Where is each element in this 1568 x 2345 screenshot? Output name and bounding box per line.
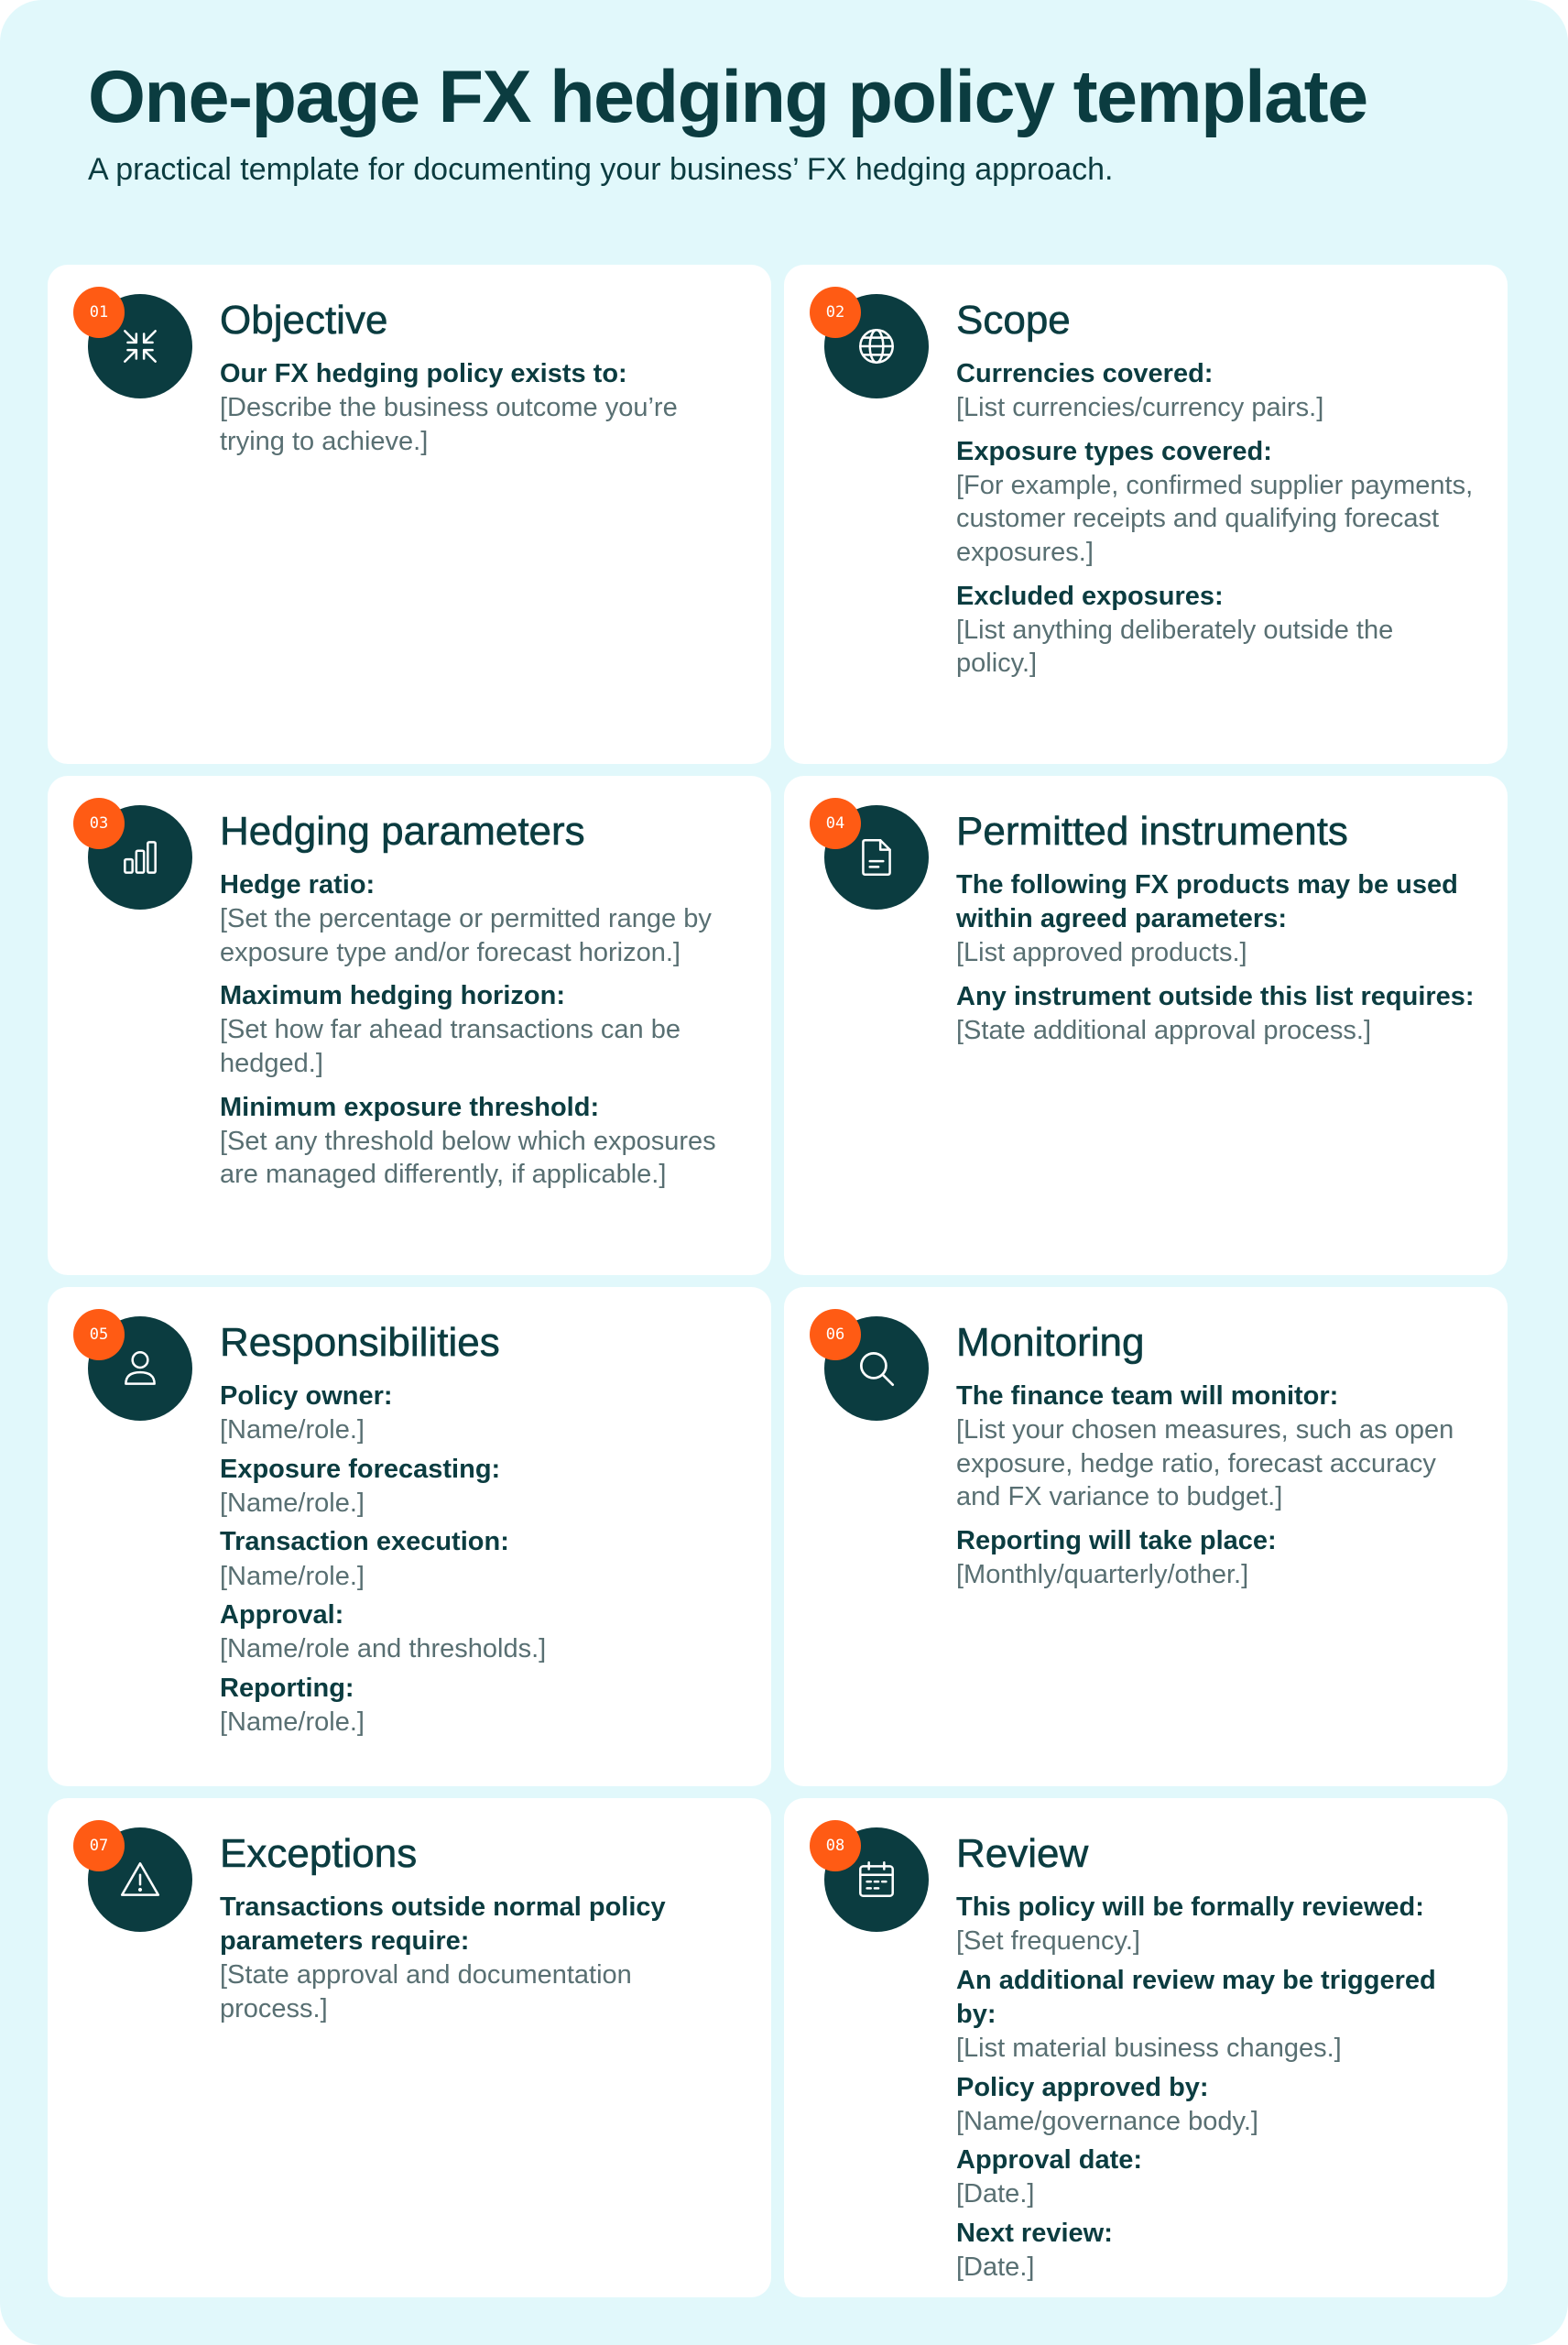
field-placeholder: [List currencies/currency pairs.] — [956, 393, 1324, 423]
field-label: Any instrument outside this list requires: — [956, 981, 1475, 1011]
field-placeholder: [List approved products.] — [956, 938, 1247, 968]
field-placeholder: [Set any threshold below which exposures are managed differently, if applicable.] — [220, 1126, 716, 1190]
field-placeholder: [Name/role and thresholds.] — [220, 1634, 547, 1664]
field-group — [220, 979, 744, 1080]
field-label: Approval date: — [956, 2145, 1143, 2176]
field-label: Maximum hedging horizon: — [220, 981, 565, 1011]
field-label: Minimum exposure threshold: — [220, 1092, 600, 1122]
card-objective — [48, 265, 771, 764]
field-group — [956, 1891, 1480, 1958]
field-label: Our FX hedging policy exists to: — [220, 359, 627, 389]
card-number-badge: 07 — [73, 1820, 125, 1871]
field-group — [220, 1091, 744, 1192]
field-group — [220, 1598, 744, 1666]
field-group — [220, 1891, 744, 2025]
field-placeholder: [List material business changes.] — [956, 2034, 1342, 2064]
card-review — [784, 1798, 1508, 2297]
field-group — [956, 2143, 1480, 2211]
field-label: An additional review may be triggered by: — [956, 1965, 1436, 2029]
field-label: Exposure types covered: — [956, 436, 1272, 466]
card-number-badge: 06 — [810, 1309, 861, 1360]
field-label: Reporting will take place: — [956, 1525, 1277, 1555]
field-label: The finance team will monitor: — [956, 1381, 1339, 1412]
field-label: Hedge ratio: — [220, 870, 376, 900]
field-group — [956, 580, 1480, 681]
field-group — [220, 1453, 744, 1521]
card-exceptions — [48, 1798, 771, 2297]
card-title: Permitted instruments — [956, 809, 1348, 854]
field-placeholder: [Name/role.] — [220, 1707, 365, 1737]
field-placeholder: [Name/role.] — [220, 1488, 365, 1518]
field-placeholder: [Name/governance body.] — [956, 2106, 1258, 2136]
card-number-badge: 05 — [73, 1309, 125, 1360]
field-placeholder: [For example, confirmed supplier payments, customer receipts and qualifying forecast exposures.] — [956, 470, 1474, 567]
field-group — [956, 435, 1480, 570]
field-group — [956, 2071, 1480, 2139]
field-label: Next review: — [956, 2218, 1113, 2248]
field-label: Policy owner: — [220, 1381, 393, 1412]
field-group — [220, 357, 744, 458]
field-placeholder: [Set how far ahead transactions can be hedged.] — [220, 1015, 681, 1078]
field-group — [956, 1964, 1480, 2066]
field-group — [956, 357, 1480, 425]
page-title: One-page FX hedging policy template — [88, 56, 1367, 138]
field-group — [220, 1525, 744, 1593]
field-label: Transaction execution: — [220, 1527, 509, 1557]
field-placeholder: [Date.] — [956, 2252, 1035, 2282]
field-placeholder: [State approval and documentation process.] — [220, 1960, 632, 2023]
field-placeholder: [Set the percentage or permitted range by exposure type and/or forecast horizon.] — [220, 904, 712, 967]
field-label: Transactions outside normal policy parameters require: — [220, 1892, 666, 1957]
field-label: Reporting: — [220, 1673, 354, 1703]
field-placeholder: [Date.] — [956, 2179, 1035, 2209]
field-placeholder: [Describe the business outcome you’re trying to achieve.] — [220, 393, 678, 456]
field-label: This policy will be formally reviewed: — [956, 1892, 1424, 1923]
field-group — [956, 2217, 1480, 2285]
field-placeholder: [Set frequency.] — [956, 1926, 1140, 1957]
field-placeholder: [List your chosen measures, such as open exposure, hedge ratio, forecast accuracy and FX variance to budget.] — [956, 1415, 1454, 1512]
field-group — [220, 1380, 744, 1447]
field-placeholder: [Name/role.] — [220, 1415, 365, 1445]
field-label: Approval: — [220, 1600, 344, 1631]
card-scope — [784, 265, 1508, 764]
field-group — [220, 868, 744, 969]
card-title: Scope — [956, 298, 1071, 343]
field-label: Exposure forecasting: — [220, 1454, 501, 1484]
field-placeholder: [Monthly/quarterly/other.] — [956, 1560, 1249, 1589]
card-title: Objective — [220, 298, 388, 343]
card-responsibilities — [48, 1287, 771, 1786]
card-title: Exceptions — [220, 1831, 418, 1876]
card-title: Responsibilities — [220, 1320, 500, 1365]
field-label: Currencies covered: — [956, 359, 1214, 389]
card-title: Hedging parameters — [220, 809, 585, 854]
field-placeholder: [State additional approval process.] — [956, 1016, 1371, 1046]
card-title: Review — [956, 1831, 1089, 1876]
field-group — [956, 1524, 1480, 1592]
card-title: Monitoring — [956, 1320, 1145, 1365]
field-group — [956, 868, 1480, 970]
card-monitoring — [784, 1287, 1508, 1786]
field-group — [956, 1380, 1480, 1514]
field-label: Policy approved by: — [956, 2072, 1209, 2102]
page-subtitle: A practical template for documenting your business’ FX hedging approach. — [88, 152, 1114, 187]
field-placeholder: [List anything deliberately outside the policy.] — [956, 615, 1394, 679]
field-group — [956, 980, 1480, 1048]
field-label: Excluded exposures: — [956, 581, 1224, 611]
card-number-badge: 01 — [73, 287, 125, 338]
field-label: The following FX products may be used within agreed parameters: — [956, 870, 1458, 934]
card-number-badge: 04 — [810, 798, 861, 849]
card-hedging-parameters — [48, 776, 771, 1275]
card-number-badge: 02 — [810, 287, 861, 338]
field-group — [220, 1672, 744, 1740]
card-number-badge: 03 — [73, 798, 125, 849]
card-permitted-instruments — [784, 776, 1508, 1275]
card-number-badge: 08 — [810, 1820, 861, 1871]
field-placeholder: [Name/role.] — [220, 1561, 365, 1591]
